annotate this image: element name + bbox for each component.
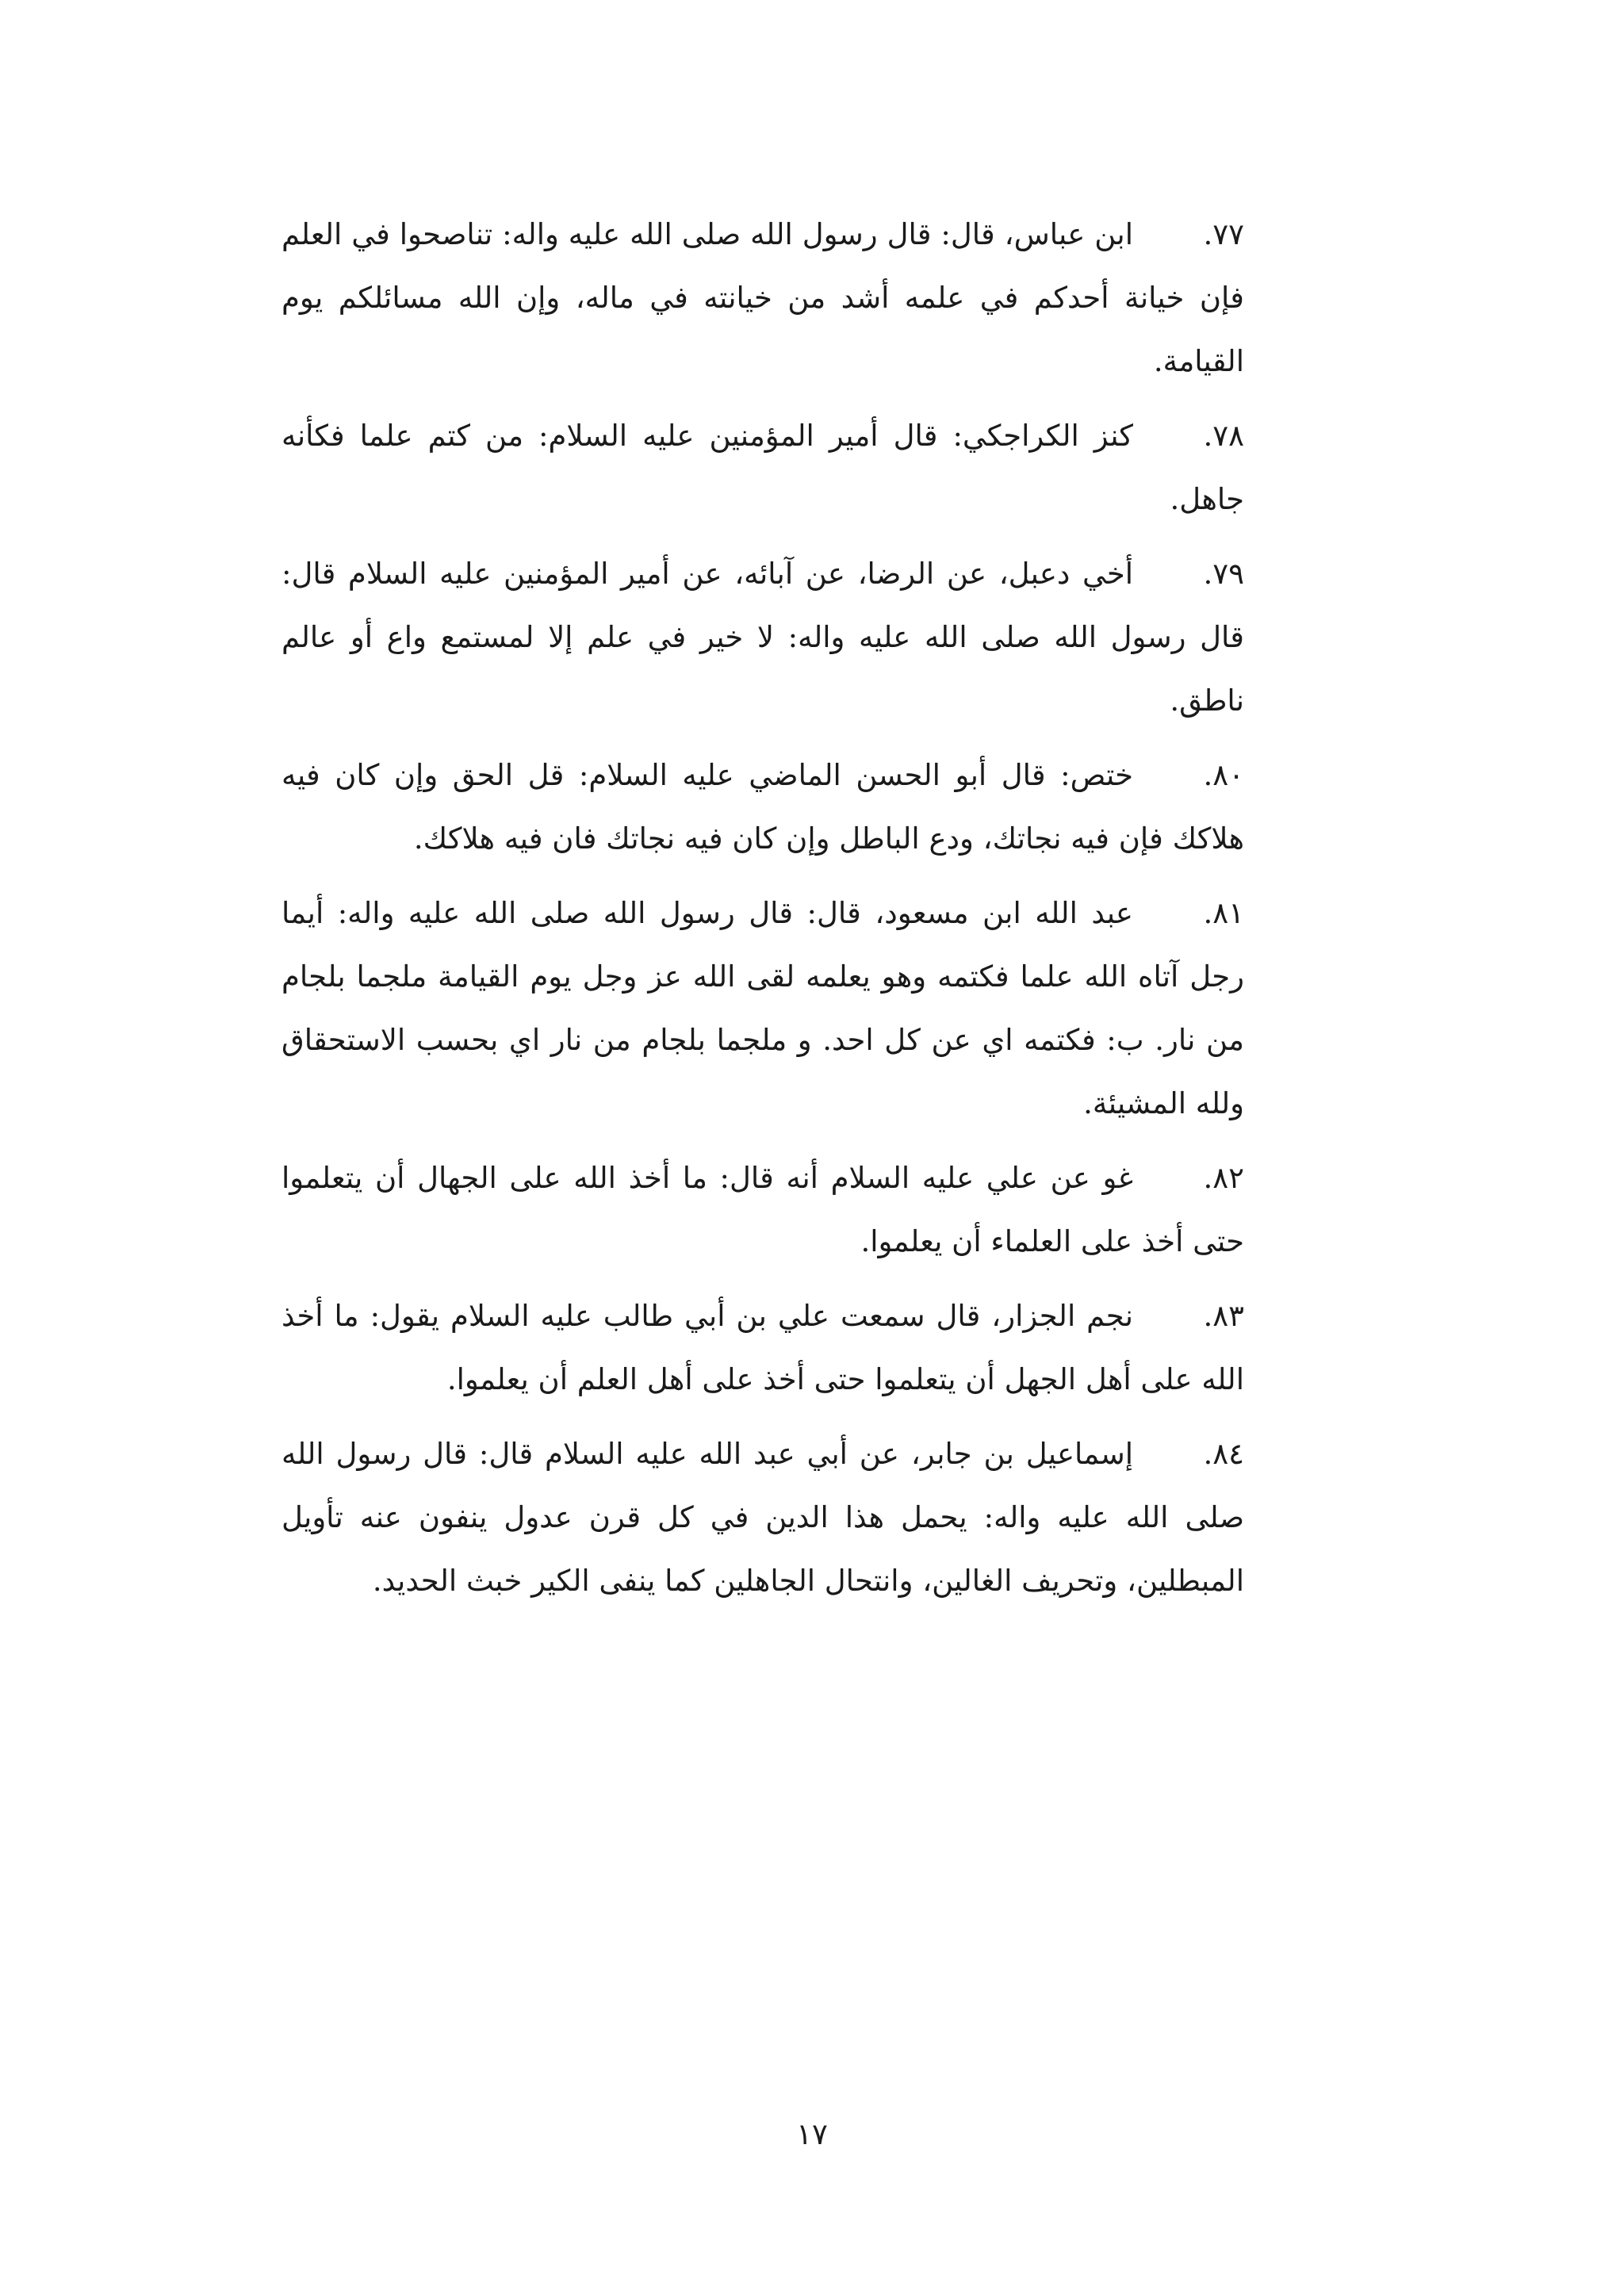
entry-text: ختص: قال أبو الحسن الماضي عليه السلام: قل الحق وإن كان فيه هلاكك فإن فيه نجاتك، ودع الباطل وإن كان فيه نجاتك فان فيه هلاكك.: [282, 758, 1244, 856]
entry-82: [282, 1147, 1244, 1273]
entry-text: ابن عباس، قال: قال رسول الله صلى الله عليه واله: تناصحوا في العلم فإن خيانة أحدكم في علمه أشد من خيانته في ماله، وإن الله مسائلكم يوم القيامة.: [282, 217, 1244, 378]
page-number: ١٧: [796, 2117, 828, 2151]
entry-number: ٨٣.: [1203, 1299, 1244, 1333]
entry-text: نجم الجزار، قال سمعت علي بن أبي طالب عليه السلام يقول: ما أخذ الله على أهل الجهل أن يتعلموا حتى أخذ على أهل العلم أن يعلموا.: [282, 1299, 1244, 1396]
entry-84: [282, 1423, 1244, 1613]
entry-number: ٨١.: [1203, 896, 1244, 930]
entry-text: كنز الكراجكي: قال أمير المؤمنين عليه السلام: من كتم علما فكأنه جاهل.: [282, 419, 1244, 516]
entries-list: [282, 203, 1244, 1624]
entry-number: ٨٢.: [1203, 1161, 1244, 1195]
entry-text: إسماعيل بن جابر، عن أبي عبد الله عليه السلام قال: قال رسول الله صلى الله عليه واله: يحمل هذا الدين في كل قرن عدول ينفون عنه تأويل المبطلين، وتحريف الغالين، وانتحال الجاهلين كما ينفى الكير خبث الحديد.: [282, 1437, 1244, 1598]
entry-80: [282, 744, 1244, 871]
entry-number: ٨٤.: [1203, 1437, 1244, 1471]
entry-number: ٨٠.: [1203, 758, 1244, 792]
entry-78: [282, 404, 1244, 531]
entry-text: عبد الله ابن مسعود، قال: قال رسول الله صلى الله عليه واله: أيما رجل آتاه الله علما فكتمه وهو يعلمه لقى الله عز وجل يوم القيامة ملجما بلجام من نار. ب: فكتمه اي عن كل احد. و ملجما بلجام من نار اي بحسب الاستحقاق ولله المشيئة.: [282, 896, 1244, 1120]
entry-text: غو عن علي عليه السلام أنه قال: ما أخذ الله على الجهال أن يتعلموا حتى أخذ على العلماء أن يعلموا.: [282, 1161, 1244, 1258]
entry-77: [282, 203, 1244, 393]
entry-number: ٧٨.: [1203, 419, 1244, 453]
entry-79: [282, 542, 1244, 733]
entry-83: [282, 1285, 1244, 1411]
entry-number: ٧٧.: [1203, 217, 1244, 251]
entry-number: ٧٩.: [1203, 557, 1244, 591]
entry-81: [282, 882, 1244, 1136]
entry-text: أخي دعبل، عن الرضا، عن آبائه، عن أمير المؤمنين عليه السلام قال: قال رسول الله صلى الله عليه واله: لا خير في علم إلا لمستمع واع أو عالم ناطق.: [282, 557, 1244, 718]
